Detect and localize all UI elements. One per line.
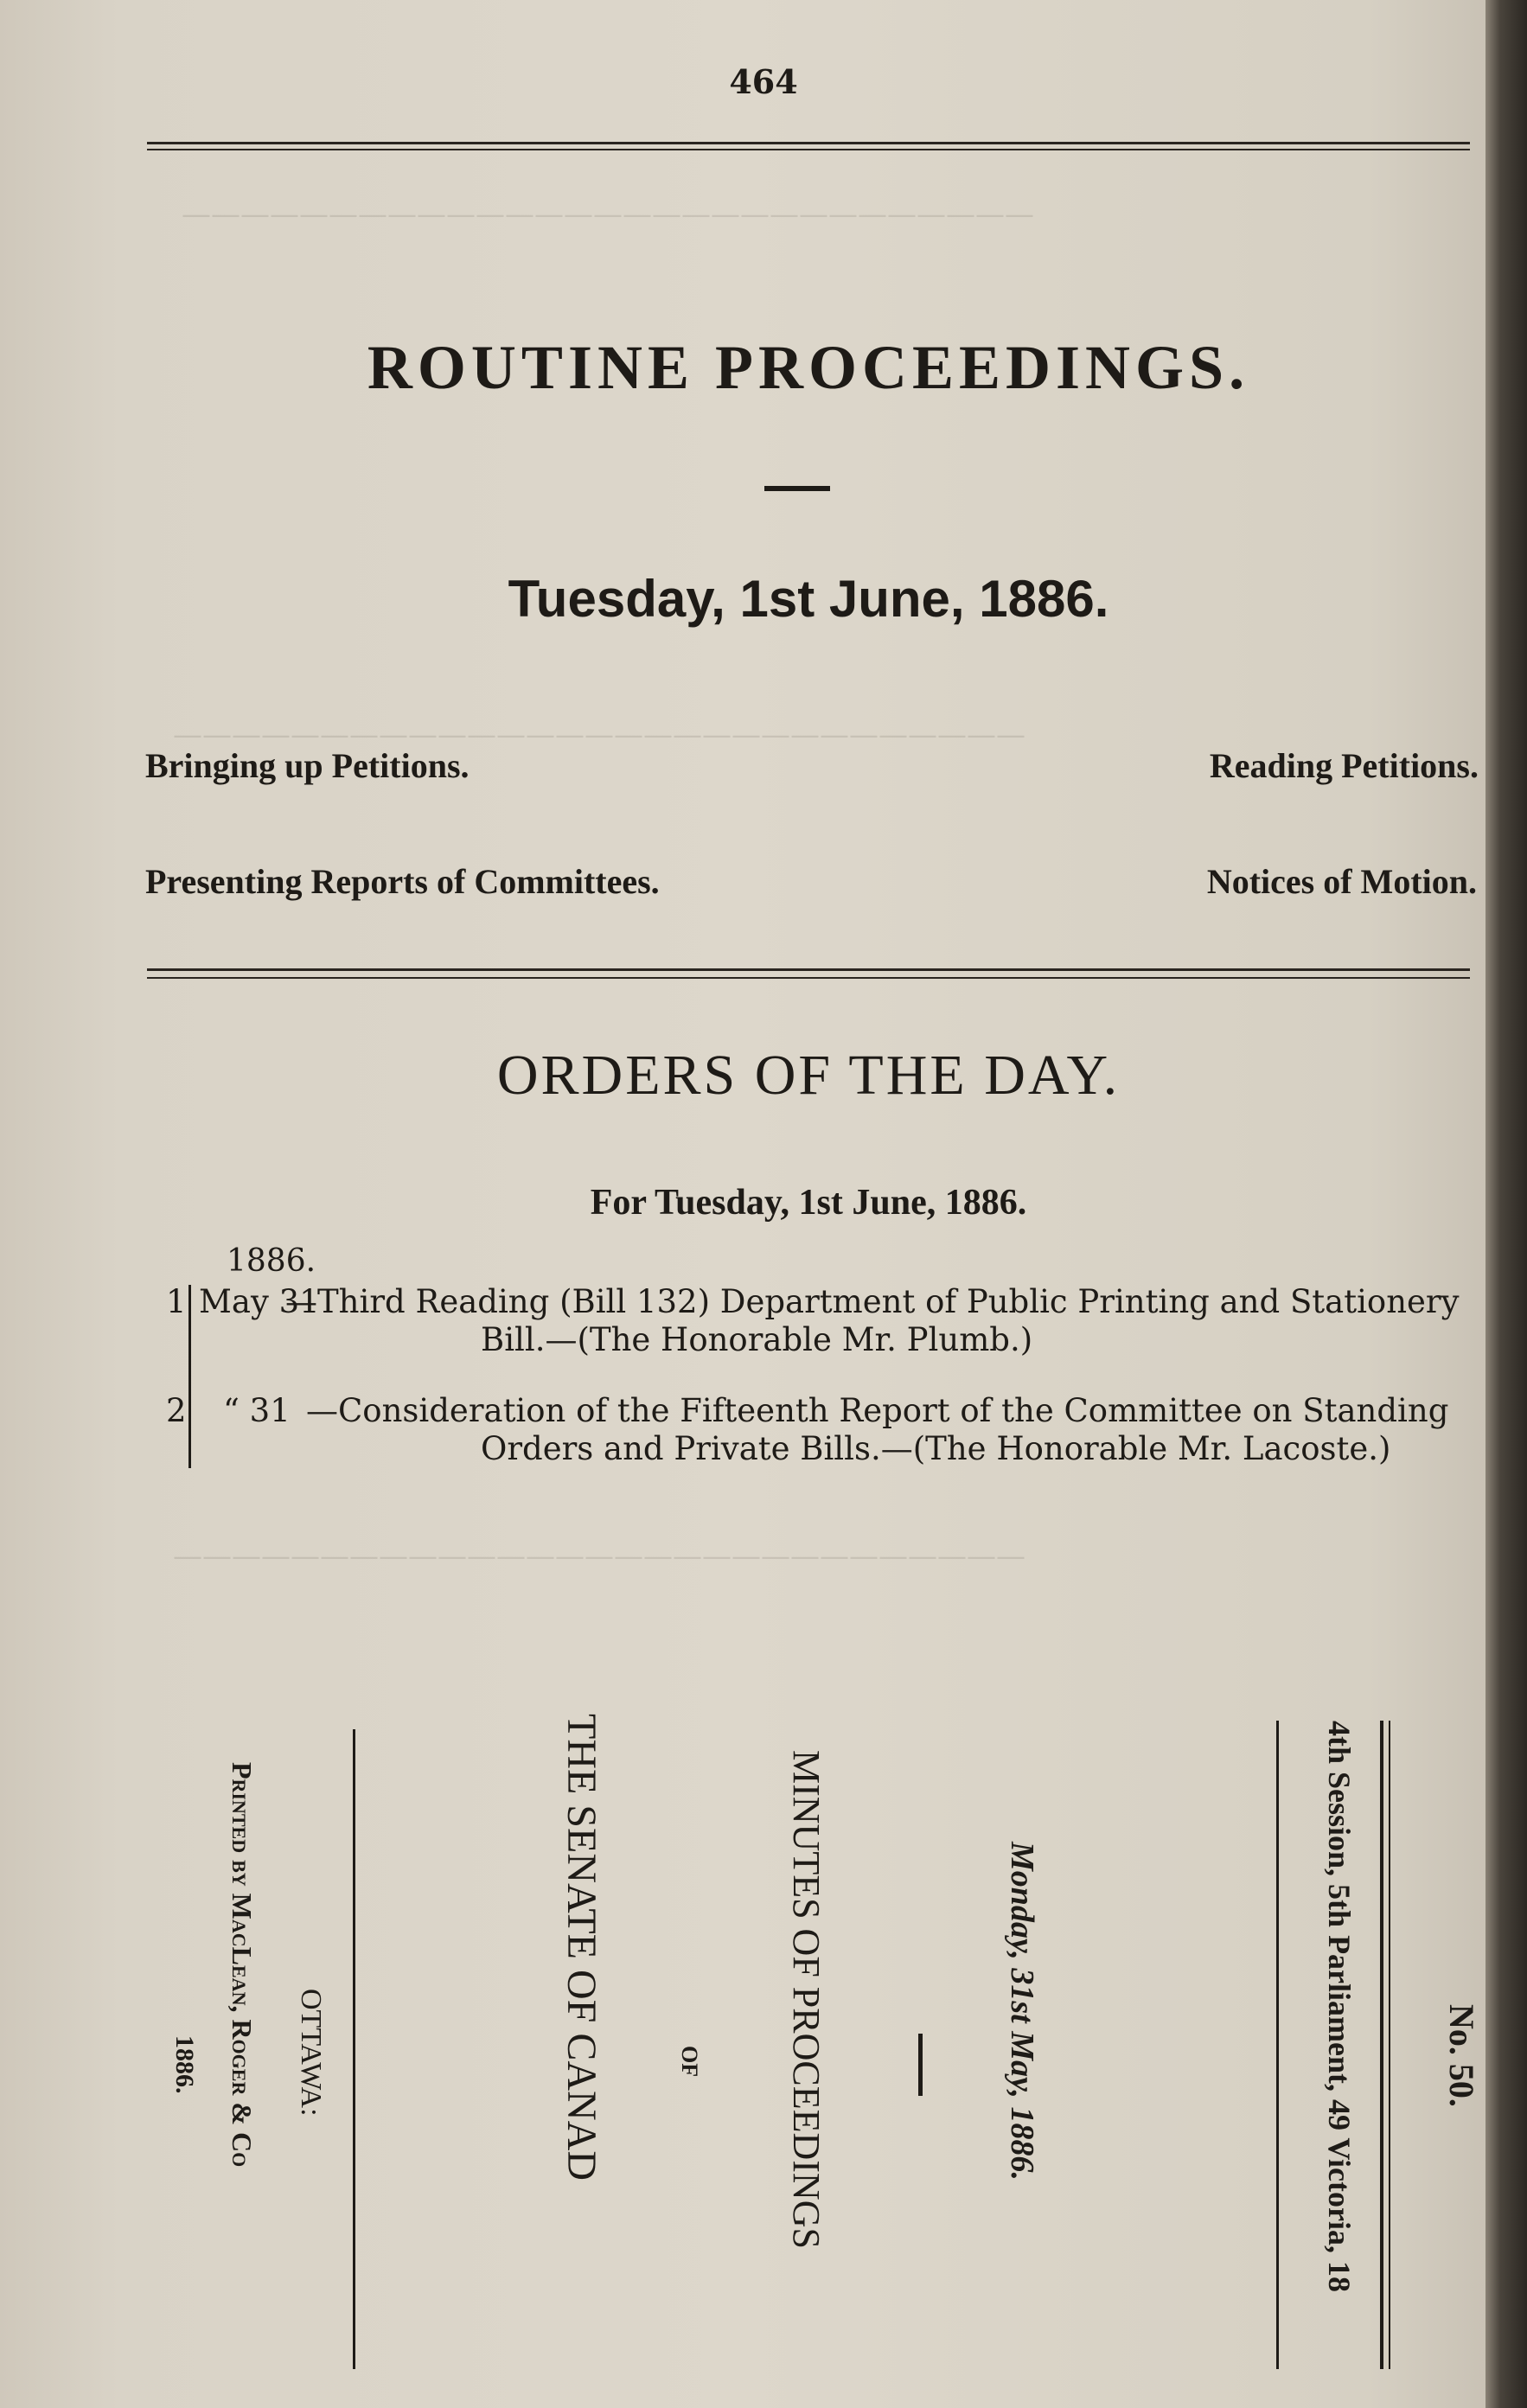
- cover-city: OTTAWA:: [295, 1989, 327, 2117]
- orders-subtitle: For Tuesday, 1st June, 1886.: [590, 1183, 1027, 1223]
- header-rule-top: [147, 142, 1470, 144]
- book-gutter: [1485, 0, 1527, 2408]
- order-margin-bar: [188, 1285, 191, 1468]
- orders-title: ORDERS OF THE DAY.: [496, 1044, 1121, 1107]
- order-date: “ 31: [223, 1392, 291, 1429]
- order-number: 1: [166, 1283, 187, 1320]
- cover-session: 4th Session, 5th Parliament, 49 Victoria, 18: [1322, 1721, 1357, 2292]
- cover-date: Monday, 31st May, 1886.: [1004, 1842, 1040, 2181]
- cover-year: 1886.: [170, 2035, 199, 2094]
- cover-number: No. 50.: [1442, 2004, 1481, 2107]
- page-number: 464: [729, 62, 798, 101]
- order-description: —Third Reading (Bill 132) Department of Public Printing and Stationery: [285, 1283, 1460, 1320]
- cover-rule-right-a: [1380, 1721, 1383, 2369]
- cover-rule-right-b: [1389, 1721, 1390, 2369]
- section-rule-top: [147, 968, 1470, 971]
- title-separator: [764, 486, 830, 491]
- cover-printer: Printed by MacLean, Roger & Co: [227, 1762, 258, 2168]
- order-number: 2: [166, 1392, 187, 1429]
- date-heading: Tuesday, 1st June, 1886.: [508, 570, 1109, 628]
- routine-reading-petitions: Reading Petitions.: [1209, 746, 1479, 785]
- cover-of: OF: [677, 2046, 702, 2078]
- cover-rule-right-inner: [1276, 1721, 1279, 2369]
- section-rule-bottom: [147, 977, 1470, 979]
- cover-minutes: MINUTES OF PROCEEDINGS: [785, 1750, 827, 2249]
- routine-presenting-reports: Presenting Reports of Committees.: [145, 862, 660, 901]
- order-description-continued: Bill.—(The Honorable Mr. Plumb.): [481, 1321, 1033, 1358]
- orders-year: 1886.: [227, 1243, 316, 1279]
- routine-bringing-up-petitions: Bringing up Petitions.: [145, 746, 470, 785]
- cover-senate: THE SENATE OF CANAD: [559, 1714, 604, 2181]
- order-description: —Consideration of the Fifteenth Report of the Committee on Standing: [306, 1392, 1449, 1429]
- routine-notices-of-motion: Notices of Motion.: [1206, 862, 1477, 901]
- order-description-continued: Orders and Private Bills.—(The Honorable Mr. Lacoste.): [481, 1430, 1391, 1467]
- section-title: ROUTINE PROCEEDINGS.: [367, 333, 1250, 402]
- cover-rule-left: [353, 1729, 355, 2369]
- cover-dash: [918, 2034, 923, 2096]
- order-date: May 31: [199, 1283, 320, 1320]
- header-rule-bottom: [147, 149, 1470, 150]
